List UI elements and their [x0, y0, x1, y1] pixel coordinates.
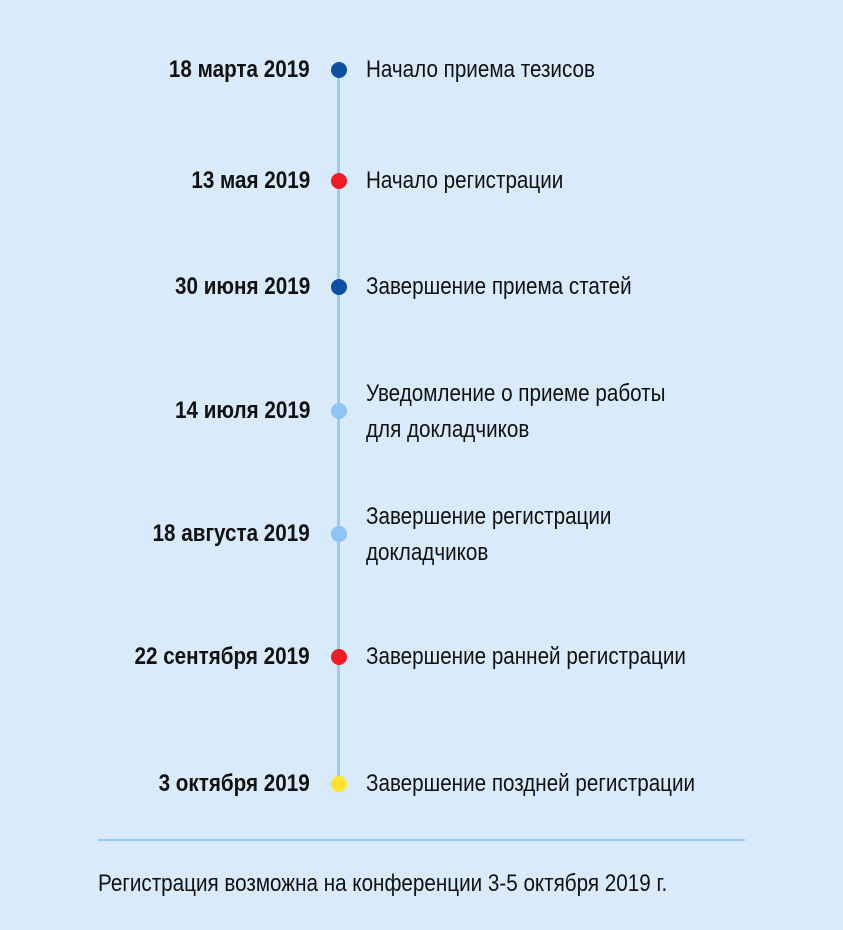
event-marker-dot: [331, 173, 347, 189]
event-description: [366, 380, 665, 444]
event-description: [366, 273, 632, 301]
event-date: 18 марта 2019: [169, 56, 310, 83]
event-marker-dot: [331, 279, 347, 295]
event-date: 18 августа 2019: [152, 520, 310, 547]
event-date: 13 мая 2019: [191, 167, 310, 194]
event-description: [366, 643, 686, 671]
event-date: 30 июня 2019: [174, 273, 310, 300]
event-description-line: Завершение регистрации: [366, 503, 612, 530]
footer-note: Регистрация возможна на конференции 3-5 октября 2019 г.: [98, 870, 668, 897]
event-date: 22 сентября 2019: [134, 643, 310, 670]
event-date: 14 июля 2019: [174, 397, 310, 424]
event-description-line: Завершение поздней регистрации: [366, 770, 696, 797]
event-description-line: Начало регистрации: [366, 167, 564, 194]
event-description: [366, 503, 611, 567]
event-description: [366, 770, 695, 798]
event-description-line: Завершение приема статей: [366, 273, 632, 300]
divider: [98, 839, 745, 841]
event-marker-dot: [331, 403, 347, 419]
event-date: 3 октября 2019: [158, 770, 310, 797]
event-marker-dot: [331, 649, 347, 665]
event-description: [366, 56, 595, 84]
event-description-line: Начало приема тезисов: [366, 56, 595, 83]
event-marker-dot: [331, 62, 347, 78]
event-description-line: Завершение ранней регистрации: [366, 643, 686, 670]
event-description-line: Уведомление о приеме работы: [366, 380, 666, 407]
event-description-line: докладчиков: [366, 539, 489, 566]
event-marker-dot: [331, 526, 347, 542]
event-marker-dot: [331, 776, 347, 792]
event-description: [366, 167, 563, 195]
event-description-line: для докладчиков: [366, 416, 530, 443]
